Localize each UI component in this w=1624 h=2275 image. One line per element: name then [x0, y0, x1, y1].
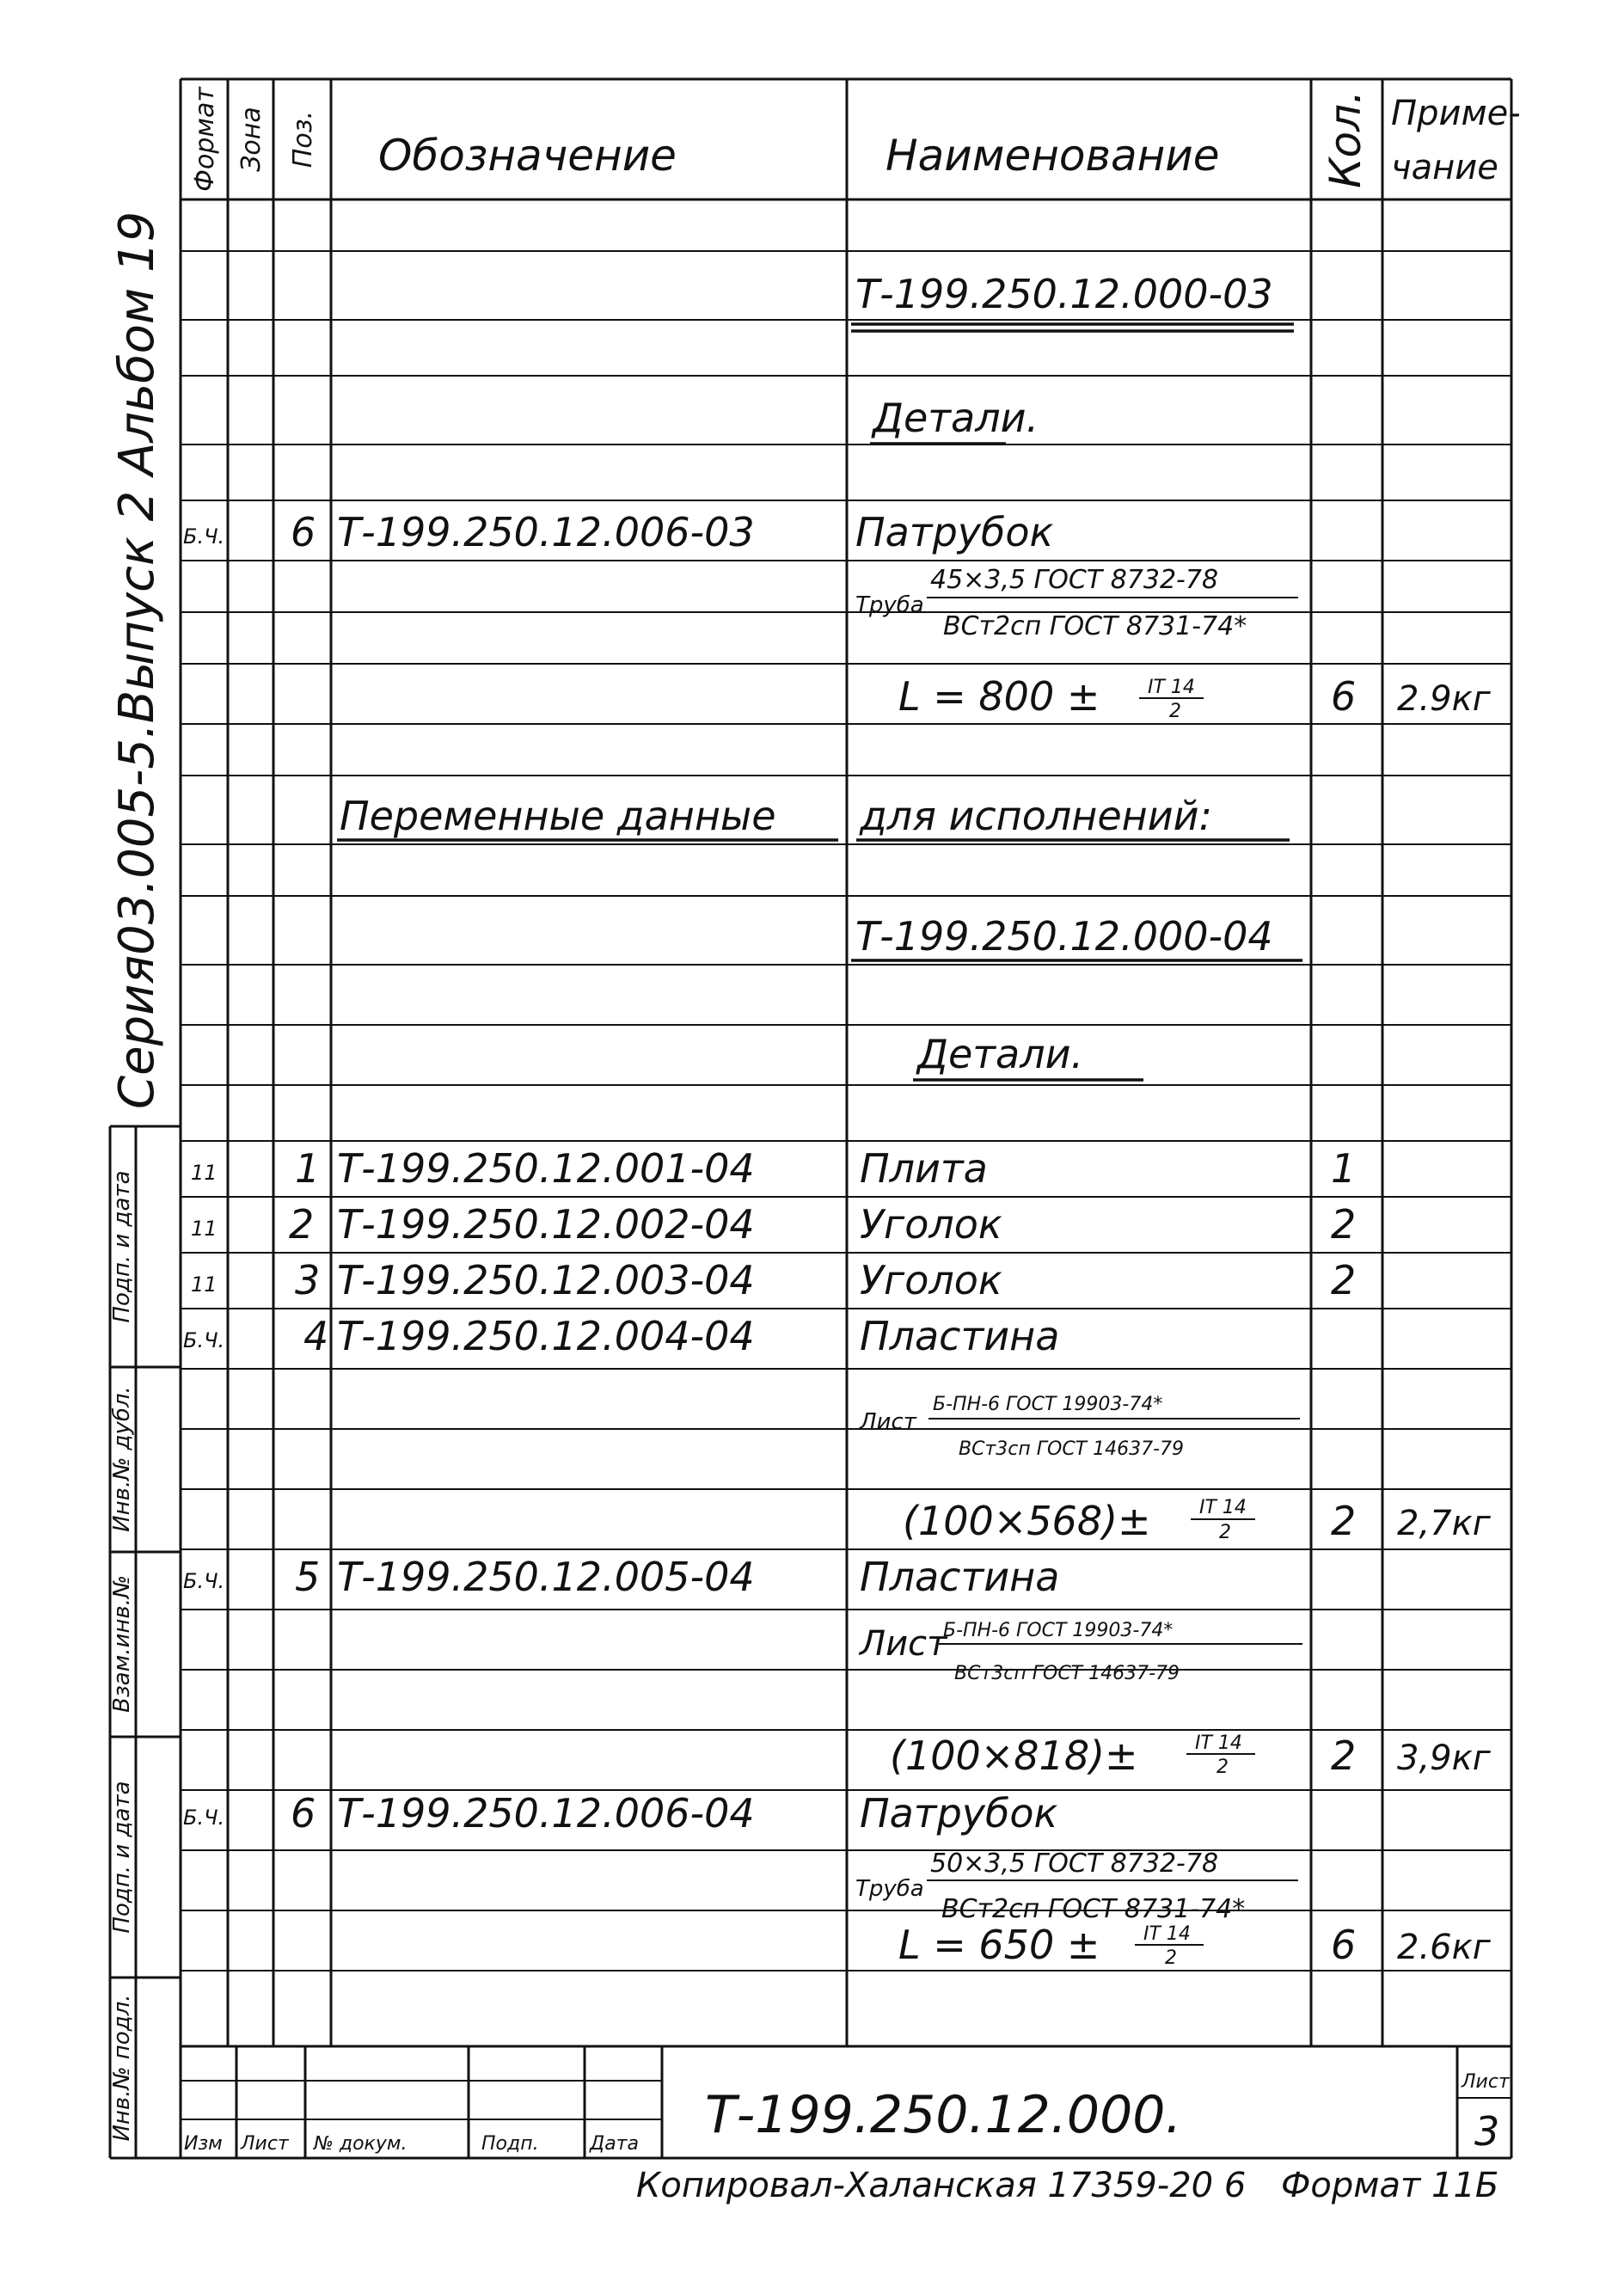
title-block-col-data: Дата: [590, 2133, 639, 2155]
row-position: 4: [303, 1313, 329, 1359]
row-name: Патрубок: [855, 509, 1054, 555]
section-heading-details-04: Детали.: [917, 1031, 1084, 1077]
row-quantity: 2: [1331, 1498, 1357, 1544]
row-quantity: 2: [1331, 1732, 1357, 1779]
material-numerator: Б-ПН-6 ГОСТ 19903-74*: [933, 1394, 1163, 1415]
margin-label-inv-dubl: Инв.№ дубл.: [109, 1386, 135, 1532]
material-numerator: 50×3,5 ГОСТ 8732-78: [930, 1849, 1219, 1879]
row-mass: 2.9кг: [1397, 679, 1491, 719]
row-mass: 3,9кг: [1397, 1738, 1491, 1778]
tolerance-denominator: 2: [1219, 1522, 1231, 1543]
header-zone: Зона: [236, 107, 267, 172]
row-position: 6: [291, 509, 316, 555]
variable-data-heading: [337, 793, 1290, 840]
row-position: 2: [289, 1201, 315, 1248]
document-number-04: Т-199.250.12.000-04: [855, 913, 1273, 960]
material-numerator: 45×3,5 ГОСТ 8732-78: [930, 565, 1219, 595]
variable-data-right: для исполнений:: [860, 793, 1213, 839]
tolerance-numerator: IT 14: [1143, 1923, 1191, 1945]
document-number-03: Т-199.250.12.000-03: [855, 271, 1273, 317]
section-heading-details-03: Детали.: [873, 395, 1039, 441]
row-name: Плита: [860, 1145, 988, 1192]
material-prefix: Лист: [860, 1624, 947, 1664]
size-spec: [903, 1497, 1492, 1544]
row-format: Б.Ч.: [183, 1328, 225, 1352]
row-quantity: 2: [1331, 1201, 1357, 1248]
tolerance-denominator: 2: [1169, 701, 1181, 722]
header-format: Формат: [190, 87, 220, 192]
material-denominator: ВСт2сп ГОСТ 8731-74*: [941, 1894, 1246, 1924]
material-prefix: Труба: [855, 1876, 924, 1902]
material-spec: [858, 1620, 1302, 1684]
row-position: 1: [295, 1145, 321, 1192]
header-note-line1: Приме-: [1391, 94, 1521, 133]
row-designation: Т-199.250.12.002-04: [337, 1201, 755, 1248]
table-row: [183, 1554, 1059, 1600]
row-designation: Т-199.250.12.001-04: [337, 1145, 755, 1192]
table-row: [183, 509, 1054, 555]
material-prefix: Лист: [860, 1409, 916, 1435]
margin-label-vzam-inv: Взам.инв.№: [109, 1575, 135, 1713]
length-spec: [898, 1922, 1492, 1969]
title-block-sheet-label: Лист: [1462, 2071, 1510, 2093]
material-prefix: Труба: [855, 592, 924, 618]
table-row: [191, 1201, 1356, 1248]
footer-format: Формат 11Б: [1281, 2166, 1499, 2205]
title-block-col-podp: Подп.: [481, 2133, 539, 2155]
tolerance-denominator: 2: [1216, 1757, 1229, 1778]
tolerance-denominator: 2: [1165, 1947, 1177, 1969]
tolerance-numerator: IT 14: [1199, 1497, 1247, 1518]
margin-label-podp-date-top: Подп. и дата: [109, 1170, 135, 1323]
header-qty: Кол.: [1321, 90, 1370, 188]
table-row: [191, 1257, 1356, 1303]
title-block-col-izm: Изм: [184, 2133, 223, 2155]
margin-label-podp-date-bottom: Подп. и дата: [109, 1781, 135, 1934]
row-quantity: 6: [1331, 673, 1357, 720]
header-pos: Поз.: [288, 110, 318, 169]
header-note-line2: чание: [1391, 148, 1498, 187]
material-denominator: ВСт3сп ГОСТ 14637-79: [954, 1663, 1180, 1684]
title-block-col-list: Лист: [241, 2133, 289, 2155]
size-spec: [890, 1732, 1492, 1779]
row-name: Уголок: [860, 1257, 1002, 1303]
material-denominator: ВСт2сп ГОСТ 8731-74*: [943, 611, 1247, 641]
row-format: Б.Ч.: [183, 1569, 225, 1593]
row-name: Уголок: [860, 1201, 1002, 1248]
material-spec: [859, 1394, 1300, 1460]
row-mass: 2,7кг: [1397, 1504, 1491, 1543]
length-value: L = 650 ±: [898, 1922, 1100, 1968]
row-position: 5: [295, 1554, 321, 1600]
row-designation: Т-199.250.12.006-03: [337, 509, 755, 555]
footer: [636, 2166, 1498, 2205]
section-variant-04: [183, 913, 1492, 1969]
variable-data-left: Переменные данные: [340, 793, 776, 839]
length-value: L = 800 ±: [898, 673, 1100, 720]
row-quantity: 2: [1331, 1257, 1357, 1303]
length-spec: [898, 673, 1492, 722]
material-numerator: Б-ПН-6 ГОСТ 19903-74*: [943, 1620, 1174, 1641]
tolerance-numerator: IT 14: [1148, 677, 1195, 698]
row-designation: Т-199.250.12.005-04: [337, 1554, 755, 1600]
tolerance-numerator: IT 14: [1195, 1732, 1242, 1754]
material-denominator: ВСт3сп ГОСТ 14637-79: [959, 1438, 1185, 1460]
table-row: [183, 1790, 1058, 1837]
row-name: Патрубок: [860, 1790, 1058, 1837]
row-position: 3: [295, 1257, 321, 1303]
title-block-sheet-number: 3: [1474, 2108, 1500, 2155]
size-value: (100×568)±: [903, 1498, 1151, 1544]
row-quantity: 1: [1331, 1145, 1357, 1192]
margin-label-inv-podl: Инв.№ подл.: [109, 1994, 135, 2142]
footer-copied-by: Копировал-Халанская 17359-20 6: [636, 2166, 1247, 2205]
title-block-document-number: Т-199.250.12.000.: [705, 2085, 1182, 2145]
table-row: [183, 1313, 1059, 1359]
header-name: Наименование: [886, 131, 1220, 181]
table-row: [191, 1145, 1356, 1192]
row-position: 6: [291, 1790, 316, 1837]
row-quantity: 6: [1331, 1922, 1357, 1968]
row-name: Пластина: [860, 1313, 1060, 1359]
title-block: [184, 2071, 1511, 2155]
material-spec: [855, 565, 1298, 641]
series-album-title: Серия03.005-5.Выпуск 2 Альбом 19: [109, 211, 165, 1109]
row-designation: Т-199.250.12.003-04: [337, 1257, 755, 1303]
row-format: 11: [191, 1161, 218, 1185]
row-format: Б.Ч.: [183, 524, 225, 549]
row-mass: 2.6кг: [1397, 1928, 1491, 1967]
row-designation: Т-199.250.12.006-04: [337, 1790, 755, 1837]
title-block-col-ndoc: № докум.: [314, 2133, 408, 2155]
size-value: (100×818)±: [890, 1732, 1138, 1779]
row-format: 11: [191, 1272, 218, 1297]
grid-lines: [110, 79, 1511, 2158]
section-variant-03: [183, 271, 1492, 722]
row-format: Б.Ч.: [183, 1806, 225, 1830]
table-header: [190, 86, 1521, 192]
row-designation: Т-199.250.12.004-04: [337, 1313, 755, 1359]
header-designation: Обозначение: [378, 131, 677, 181]
row-format: 11: [191, 1217, 218, 1241]
material-spec: [855, 1849, 1298, 1924]
row-name: Пластина: [860, 1554, 1060, 1600]
